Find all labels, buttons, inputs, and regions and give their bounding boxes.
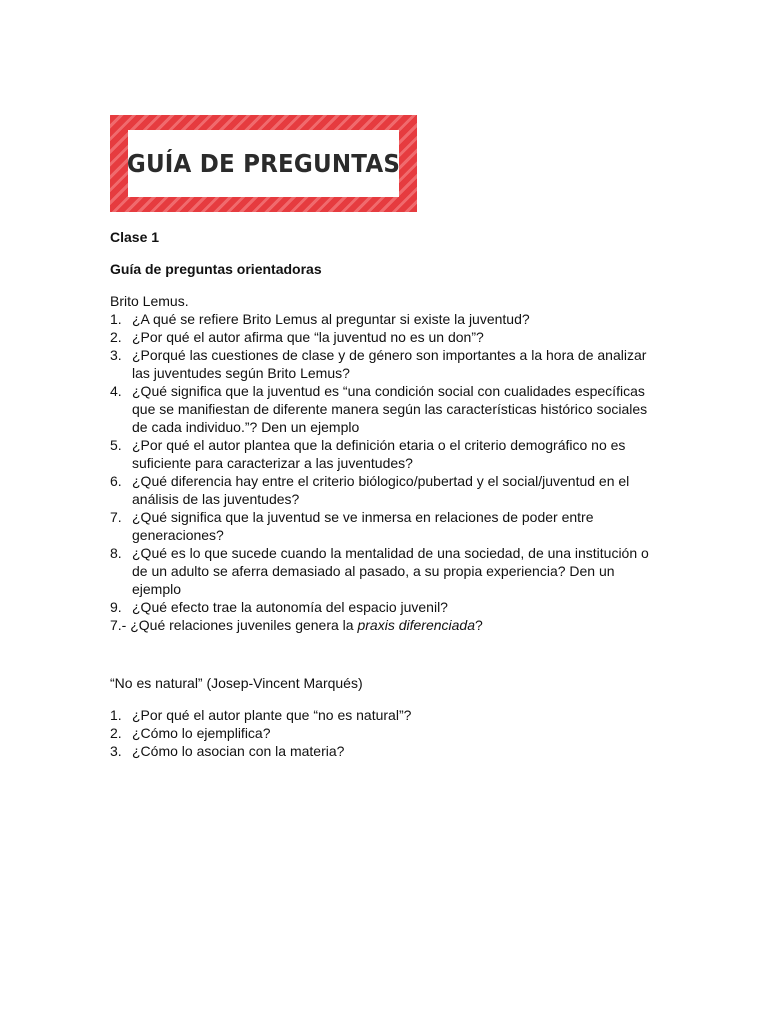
question-text: ¿Por qué el autor plantea que la definición etaria o el criterio demográfico no es suficiente para caracterizar a las juventudes? bbox=[132, 437, 626, 471]
guide-subtitle: Guía de preguntas orientadoras bbox=[110, 261, 322, 277]
question-number: 4. bbox=[110, 383, 122, 399]
extra-question-emphasis: praxis diferenciada bbox=[357, 617, 475, 633]
class-heading: Clase 1 bbox=[110, 229, 160, 245]
document-body bbox=[110, 228, 650, 760]
question-text: ¿Por qué el autor afirma que “la juventud no es un don”? bbox=[132, 329, 484, 345]
question-item bbox=[110, 598, 650, 616]
question-number: 2. bbox=[110, 329, 122, 345]
extra-question bbox=[110, 616, 650, 634]
question-number: 1. bbox=[110, 311, 122, 327]
question-text: ¿Cómo lo asocian con la materia? bbox=[132, 743, 345, 759]
question-item bbox=[110, 346, 650, 382]
section1-author: Brito Lemus. bbox=[110, 293, 189, 309]
question-text: ¿Qué diferencia hay entre el criterio biólogico/pubertad y el social/juventud en el análisis de las juventudes? bbox=[132, 473, 630, 507]
question-text: ¿Por qué el autor plante que “no es natural”? bbox=[132, 707, 412, 723]
question-item bbox=[110, 508, 650, 544]
question-text: ¿Porqué las cuestiones de clase y de género son importantes a la hora de analizar las juventudes según Brito Lemus? bbox=[132, 347, 647, 381]
extra-question-suffix: ? bbox=[474, 617, 483, 633]
question-item bbox=[110, 742, 650, 760]
question-text: ¿Qué significa que la juventud se ve inmersa en relaciones de poder entre generaciones? bbox=[132, 509, 594, 543]
question-number: 2. bbox=[110, 725, 122, 741]
extra-question-prefix: 7.- ¿Qué relaciones juveniles genera la bbox=[110, 617, 358, 633]
question-item bbox=[110, 310, 650, 328]
question-number: 5. bbox=[110, 437, 122, 453]
question-item bbox=[110, 382, 650, 436]
question-item bbox=[110, 724, 650, 742]
question-text: ¿Qué efecto trae la autonomía del espacio juvenil? bbox=[132, 599, 448, 615]
question-item bbox=[110, 328, 650, 346]
section2-title: “No es natural” (Josep-Vincent Marqués) bbox=[110, 675, 363, 691]
question-number: 1. bbox=[110, 707, 122, 723]
question-number: 8. bbox=[110, 545, 122, 561]
question-text: ¿Qué es lo que sucede cuando la mentalidad de una sociedad, de una institución o de un adulto se aferra demasiado al pasado, a su propia experiencia? Den un ejemplo bbox=[132, 545, 649, 597]
question-number: 7. bbox=[110, 509, 122, 525]
question-item bbox=[110, 706, 650, 724]
banner-title: GUÍA DE PREGUNTAS bbox=[126, 149, 401, 178]
question-text: ¿Cómo lo ejemplifica? bbox=[132, 725, 271, 741]
section2-question-list bbox=[110, 706, 650, 760]
title-banner bbox=[110, 115, 417, 212]
question-number: 9. bbox=[110, 599, 122, 615]
question-number: 6. bbox=[110, 473, 122, 489]
question-item bbox=[110, 544, 650, 598]
section1-question-list bbox=[110, 310, 650, 616]
question-item bbox=[110, 472, 650, 508]
question-text: ¿A qué se refiere Brito Lemus al preguntar si existe la juventud? bbox=[132, 311, 530, 327]
question-number: 3. bbox=[110, 347, 122, 363]
question-text: ¿Qué significa que la juventud es “una condición social con cualidades específicas que se manifiestan de diferente manera según las características histórico sociales de cada individuo.”? Den un ejemplo bbox=[132, 383, 648, 435]
question-item bbox=[110, 436, 650, 472]
question-number: 3. bbox=[110, 743, 122, 759]
title-banner-inner bbox=[128, 130, 399, 197]
